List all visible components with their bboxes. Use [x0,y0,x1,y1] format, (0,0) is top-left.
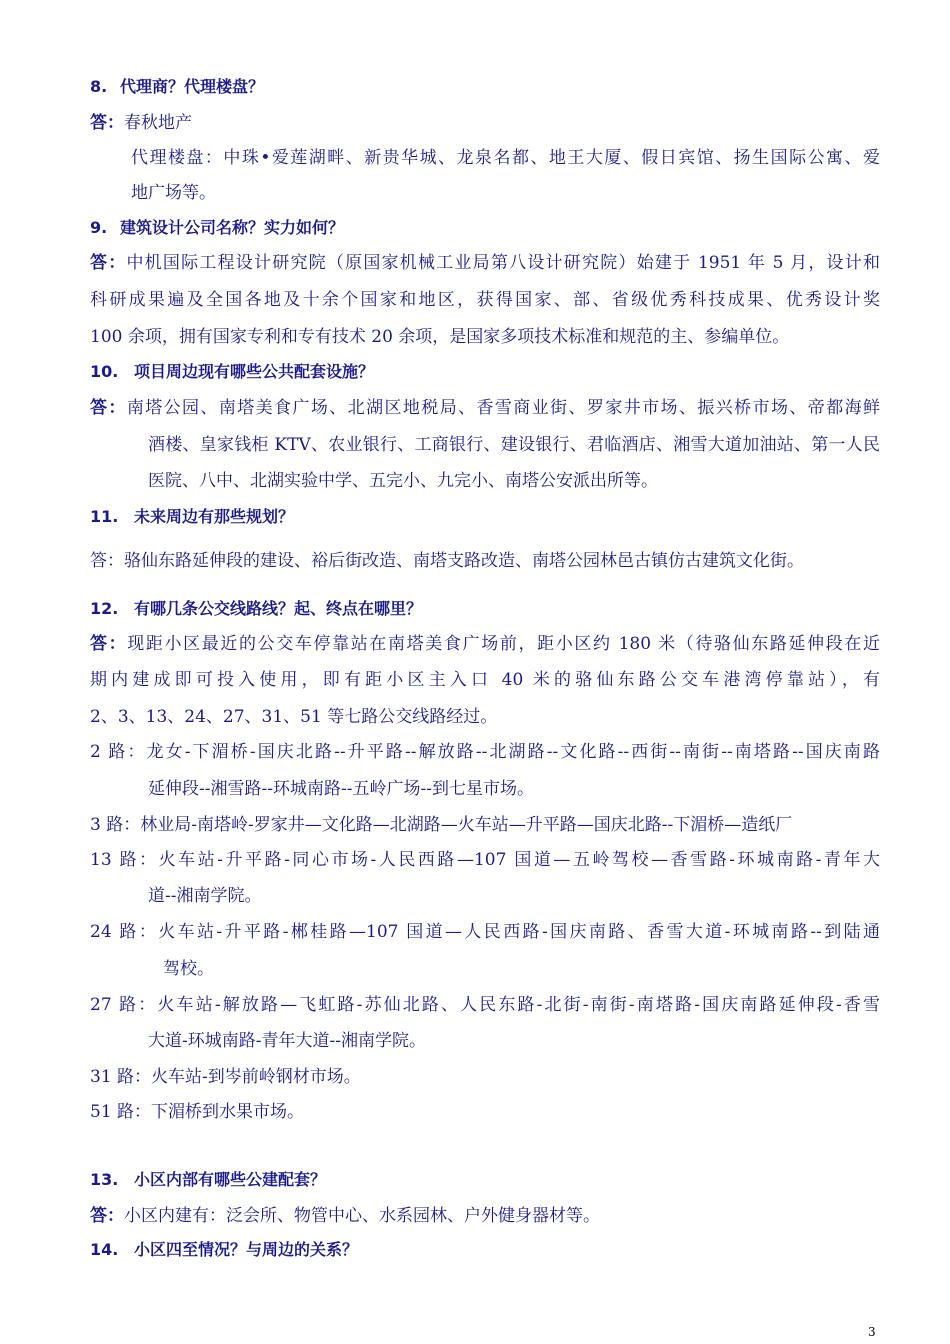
question-text: 项目周边现有哪些公共配套设施？ [134,362,375,381]
answer-11 [90,549,880,573]
answer-text: 现距小区最近的公交车停靠站在南塔美食广场前，距小区约 180 米（待骆仙东路延伸段在近 [127,634,880,654]
answer-text: 小区内建有：泛会所、物管中心、水系园林、户外健身器材等。 [124,1206,600,1226]
answer-9-line-1 [90,251,880,275]
route-24-line-2: 驾校。 [163,959,214,979]
route-27-line-1: 27 路：火车站-解放路—飞虹路-苏仙北路、人民东路-北街-南街-南塔路-国庆南路延伸段-香雪 [90,995,880,1015]
question-text: 有哪几条公交线路线？起、终点在哪里？ [134,599,423,618]
route-13-line-1: 13 路：火车站-升平路-同心市场-人民西路—107 国道—五岭驾校—香雪路-环城南路-青年大 [90,850,880,870]
question-number: 12. [90,599,119,618]
answer-8 [90,111,880,135]
answer-10-line-1 [90,396,880,420]
route-3-line-1: 3 路：林业局-南塔岭-罗家井—文化路—北湖路—火车站—升平路—国庆北路--下湄桥—造纸厂 [90,815,793,835]
question-text: 代理商？代理楼盘？ [120,77,265,96]
route-24-line-1: 24 路：火车站-升平路-郴桂路—107 国道—人民西路-国庆南路、香雪大道-环城南路--到陆通 [90,922,880,942]
answer-12-line-2: 期内建成即可投入使用，即有距小区主入口 40 米的骆仙东路公交车港湾停靠站），有 [90,670,880,690]
answer-label: 答： [90,551,124,571]
answer-10-line-3: 医院、八中、北湖实验中学、五完小、九完小、南塔公安派出所等。 [148,471,658,491]
answer-8-detail-line-1: 代理楼盘：中珠•爱莲湖畔、新贵华城、龙泉名都、地王大厦、假日宾馆、扬生国际公寓、爱 [131,148,880,168]
question-text: 未来周边有那些规划？ [134,507,295,526]
route-13-line-2: 道--湘南学院。 [148,886,262,906]
question-number: 11. [90,507,119,526]
question-9 [90,216,880,240]
answer-12-line-3: 2、3、13、24、27、31、51 等七路公交线路经过。 [90,707,498,727]
route-27-line-2: 大道-环城南路-青年大道--湘南学院。 [148,1031,426,1051]
route-51-line-1: 51 路：下湄桥到水果市场。 [90,1102,305,1122]
answer-8-detail-line-2: 地广场等。 [131,183,216,203]
answer-label: 答： [90,113,124,133]
page-number: 3 [868,1325,876,1339]
question-13 [90,1168,880,1192]
answer-label: 答： [90,253,127,273]
answer-text: 中机国际工程设计研究院（原国家机械工业局第八设计研究院）始建于 1951 年 5 月，设计和 [126,253,881,273]
route-31-line-1: 31 路：火车站-到岑前岭钢材市场。 [90,1067,361,1087]
answer-12-line-1 [90,632,880,656]
answer-13 [90,1204,880,1228]
answer-9-line-3: 100 余项，拥有国家专利和专有技术 20 余项，是国家多项技术标准和规范的主、参编单位。 [90,327,790,347]
question-number: 8. [90,77,108,96]
question-number: 10. [90,362,119,381]
answer-9-line-2: 科研成果遍及全国各地及十余个国家和地区，获得国家、部、省级优秀科技成果、优秀设计奖 [90,290,880,310]
answer-label: 答： [90,1206,124,1226]
question-number: 9. [90,218,108,237]
route-2-line-1: 2 路：龙女-下湄桥-国庆北路--升平路--解放路--北湖路--文化路--西街--南街--南塔路--国庆南路 [90,742,880,762]
answer-text: 骆仙东路延伸段的建设、裕后街改造、南塔支路改造、南塔公园林邑古镇仿古建筑文化街。 [124,551,804,571]
question-10 [90,360,880,384]
answer-label: 答： [90,634,128,654]
answer-text: 春秋地产 [124,113,192,133]
question-text: 小区四至情况？与周边的关系？ [134,1240,359,1259]
answer-label: 答： [90,398,127,418]
question-text: 建筑设计公司名称？实力如何？ [120,218,345,237]
question-number: 14. [90,1240,119,1259]
question-number: 13. [90,1170,119,1189]
question-text: 小区内部有哪些公建配套？ [134,1170,327,1189]
answer-10-line-2: 酒楼、皇家钱柜 KTV、农业银行、工商银行、建设银行、君临酒店、湘雪大道加油站、第一人民 [148,435,880,455]
route-2-line-2: 延伸段--湘雪路--环城南路--五岭广场--到七星市场。 [148,779,534,799]
question-14 [90,1238,880,1262]
answer-text: 南塔公园、南塔美食广场、北湖区地税局、香雪商业街、罗家井市场、振兴桥市场、帝都海鲜 [126,398,881,418]
question-8 [90,75,880,99]
question-12 [90,597,880,621]
question-11 [90,505,880,529]
